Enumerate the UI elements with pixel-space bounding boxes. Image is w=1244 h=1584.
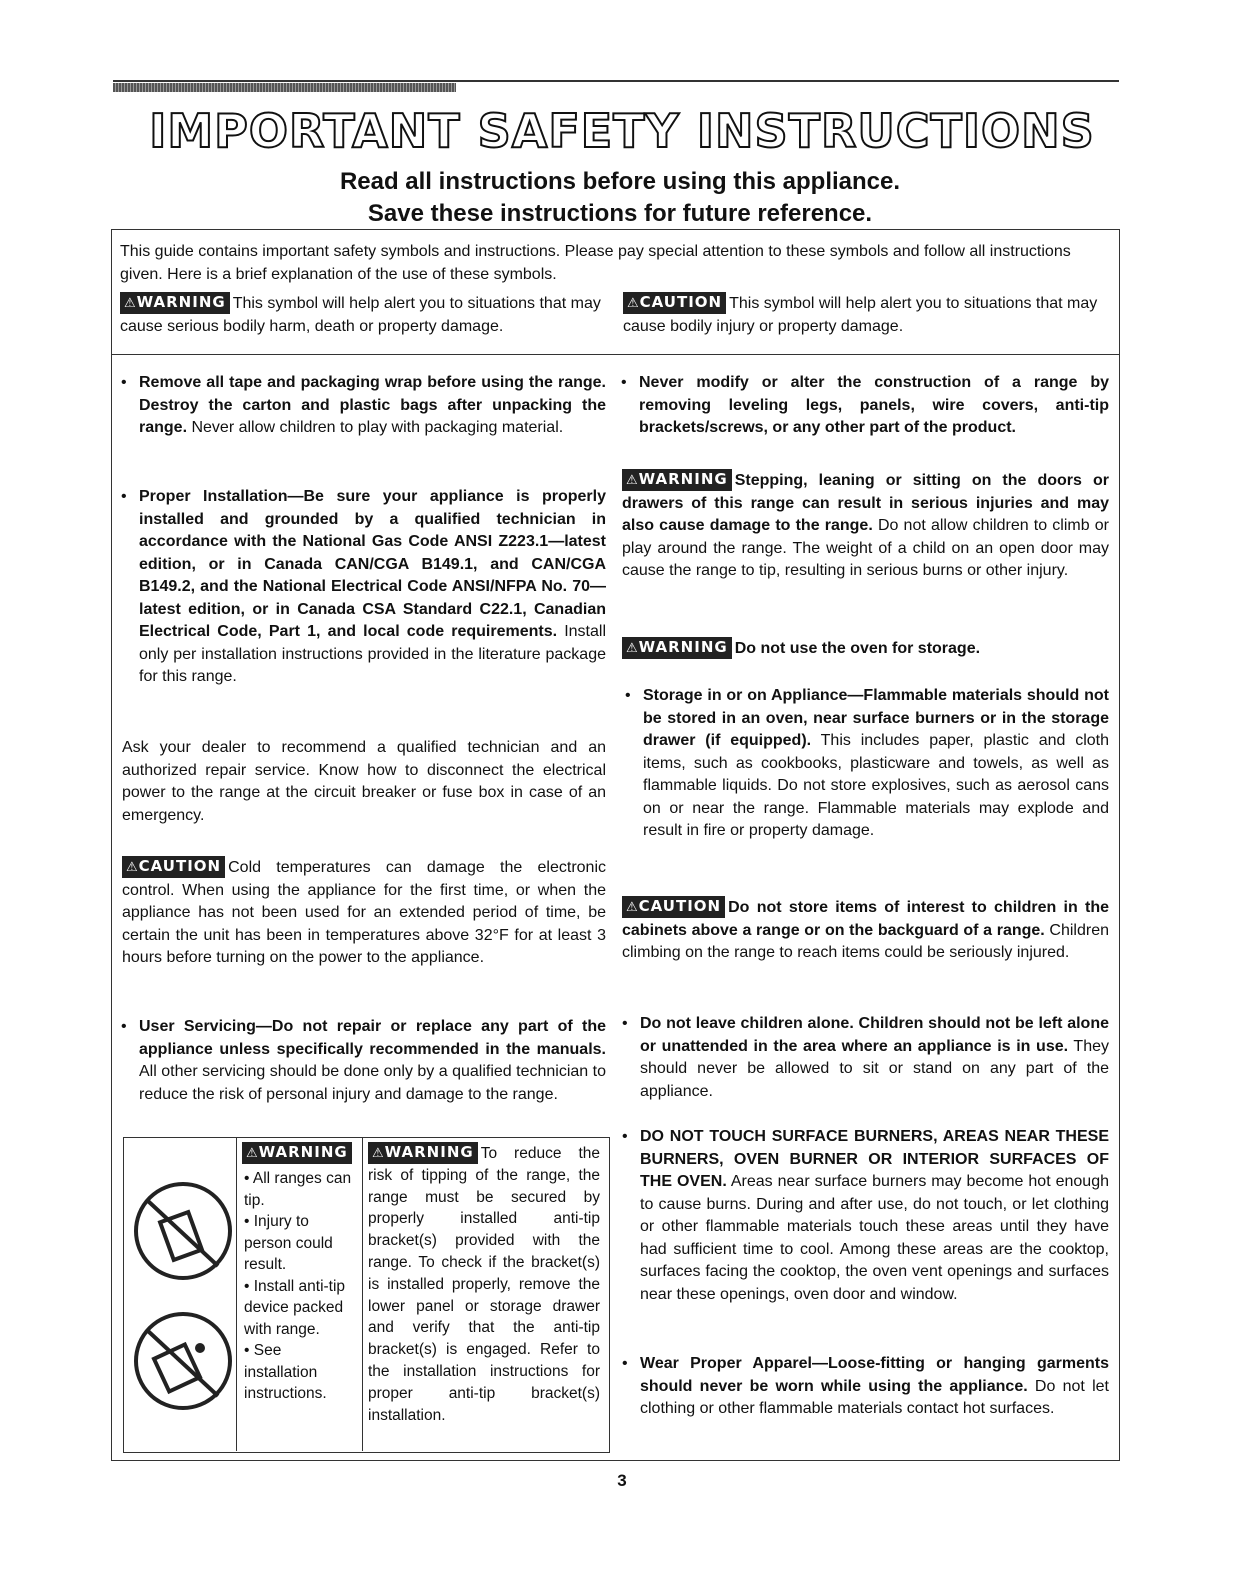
warning-triangle-icon: ⚠ (626, 641, 639, 656)
warning-symbol: ⚠WARNING (368, 1142, 478, 1164)
bullet-icon: • (622, 1128, 628, 1145)
right-bullet-apparel: • Wear Proper Apparel—Loose-fitting or hanging garments should never be worn while using the appliance. Do not let clothing or other flammable materials contact hot surfaces. (622, 1355, 1110, 1417)
tip-list-item: • See installation instructions. (244, 1342, 327, 1402)
left-bullet-installation: • Proper Installation—Be sure your appliance is properly installed and grounded by a qualified technician in accordance with the National Gas Code ANSI Z223.1—latest edition, or in Canada CAN/CGA B149.1, and CAN/CGA B149.2, and the National Electrical Code ANSI/NFPA No. 70—latest edition, or in Canada CSA Standard C22.1, Canadian Electrical Code, Part 1, and local code requirements. Install only per installation instructions provided in the literature package for this range. (121, 488, 606, 685)
caution-symbol: ⚠CAUTION (122, 856, 225, 878)
caution-triangle-icon: ⚠ (626, 900, 639, 915)
right-bullet-storage: • Storage in or on Appliance—Flammable materials should not be stored in an oven, near surface burners or in the storage drawer (if equipped). This includes paper, plastic and cloth items, such as cookbooks, plasticware and towels, as well as flammable liquids. Do not store explosives, such as aerosol cans on or near the range. Flammable materials may explode and result in fire or property damage. (625, 687, 1110, 839)
warning-triangle-icon: ⚠ (246, 1146, 259, 1161)
right-bullet-modify: • Never modify or alter the construction of a range by removing leveling legs, panels, wire covers, anti-tip brackets/screws, or any other part of the product. (621, 374, 1109, 436)
caution-symbol: ⚠CAUTION (622, 896, 725, 918)
anti-tip-divider (236, 1137, 237, 1451)
bullet-icon: • (121, 374, 127, 391)
bullet-icon: • (622, 1015, 628, 1032)
left-dealer-paragraph: Ask your dealer to recommend a qualified technician and an authorized repair service. Know how to disconnect the electrical power to the range at the circuit breaker or fuse box in case of an emergency. (122, 739, 606, 824)
right-warning-storage: ⚠WARNING Do not use the oven for storage. (622, 637, 1109, 661)
tip-list-item: • Injury to person could result. (244, 1213, 333, 1273)
anti-tip-divider (362, 1137, 363, 1451)
left-bullet-packaging: • Remove all tape and packaging wrap before using the range. Destroy the carton and plastic bags after unpacking the range. Never allow children to play with packaging material. (121, 374, 606, 436)
child-on-door-icon (134, 1312, 232, 1410)
right-warning-doors: ⚠WARNING Stepping, leaning or sitting on the doors or drawers of this range can result in serious injuries and may also cause damage to the range. Do not allow children to climb or play around the range. The weight of a child on an open door may cause the range to tip, resulting in serious burns or other injury. (622, 470, 1109, 579)
bullet-icon: • (121, 1018, 127, 1035)
bullet-icon: • (625, 687, 631, 704)
intro-warning: ⚠WARNING This symbol will help alert you to situations that may cause serious bodily harm, death or property damage. (120, 293, 601, 335)
tip-warning-text: ⚠WARNING To reduce the risk of tipping of the range, the range must be secured by properly installed anti-tip bracket(s) provided with the range. To check if the bracket(s) is installed properly, remove the lower panel or storage drawer and verify that the anti-tip bracket(s) is engaged. Refer to the installation instructions for proper anti-tip bracket(s) installation. (368, 1143, 600, 1424)
intro-caution: ⚠CAUTION This symbol will help alert you to situations that may cause bodily injury or property damage. (623, 293, 1098, 335)
bullet-icon: • (121, 488, 127, 505)
caution-triangle-icon: ⚠ (126, 860, 139, 875)
right-bullet-burners: • DO NOT TOUCH SURFACE BURNERS, AREAS NEAR THESE BURNERS, OVEN BURNER OR INTERIOR SURFACES OF THE OVEN. Areas near surface burners may become hot enough to cause burns. During and after use, do not touch, or let clothing or other flammable materials touch these areas until they have had sufficient time to cool. Among these areas are the cooktop, surfaces facing the cooktop, the oven vent openings and surfaces near these openings, oven door and window. (622, 1128, 1110, 1303)
right-bullet-children: • Do not leave children alone. Children should not be left alone or unattended in the area where an appliance is in use. They should never be allowed to sit or stand on any part of the appliance. (622, 1015, 1110, 1100)
tip-list-item: • All ranges can tip. (244, 1170, 352, 1209)
subtitle-read: Read all instructions before using this appliance. (339, 168, 901, 195)
caution-symbol: ⚠CAUTION (623, 292, 726, 314)
warning-symbol: ⚠WARNING (120, 292, 230, 314)
page-number: 3 (617, 1471, 627, 1490)
right-caution-cabinets: ⚠CAUTION Do not store items of interest to children in the cabinets above a range or on the backguard of a range. Children climbing on the range to reach items could be seriously injured. (622, 897, 1109, 961)
bullet-icon: • (622, 1355, 628, 1372)
left-bullet-servicing: • User Servicing—Do not repair or replace any part of the appliance unless specifically recommended in the manuals. All other servicing should be done only by a qualified technician to reduce the risk of personal injury and damage to the range. (121, 1018, 606, 1103)
warning-triangle-icon: ⚠ (626, 473, 639, 488)
page-title: IMPORTANT SAFETY INSTRUCTIONS (149, 104, 1095, 158)
tip-list (244, 1168, 356, 1405)
bullet-icon: • (621, 374, 627, 391)
intro-text: This guide contains important safety symbols and instructions. Please pay special attention to these symbols and follow all instructions given. Here is a brief explanation of the use of these symbols. (120, 243, 1071, 283)
range-tipping-icon (134, 1182, 232, 1280)
warning-triangle-icon: ⚠ (372, 1146, 385, 1161)
tip-warning-symbol: ⚠WARNING (242, 1142, 355, 1164)
warning-symbol: ⚠WARNING (622, 469, 732, 491)
top-rule (113, 80, 1119, 82)
warning-symbol: ⚠WARNING (622, 637, 732, 659)
caution-triangle-icon: ⚠ (627, 296, 640, 311)
warning-triangle-icon: ⚠ (124, 296, 137, 311)
tip-list-item: • Install anti-tip device packed with range. (244, 1277, 346, 1338)
left-caution-cold: ⚠CAUTION Cold temperatures can damage the electronic control. When using the appliance for the first time, or when the appliance has not been used for an extended period of time, be certain the unit has been in temperatures above 32°F for at least 3 hours before turning on the power to the appliance. (122, 857, 606, 966)
top-rule-bar (113, 83, 456, 92)
subtitle-save: Save these instructions for future reference. (367, 200, 873, 227)
